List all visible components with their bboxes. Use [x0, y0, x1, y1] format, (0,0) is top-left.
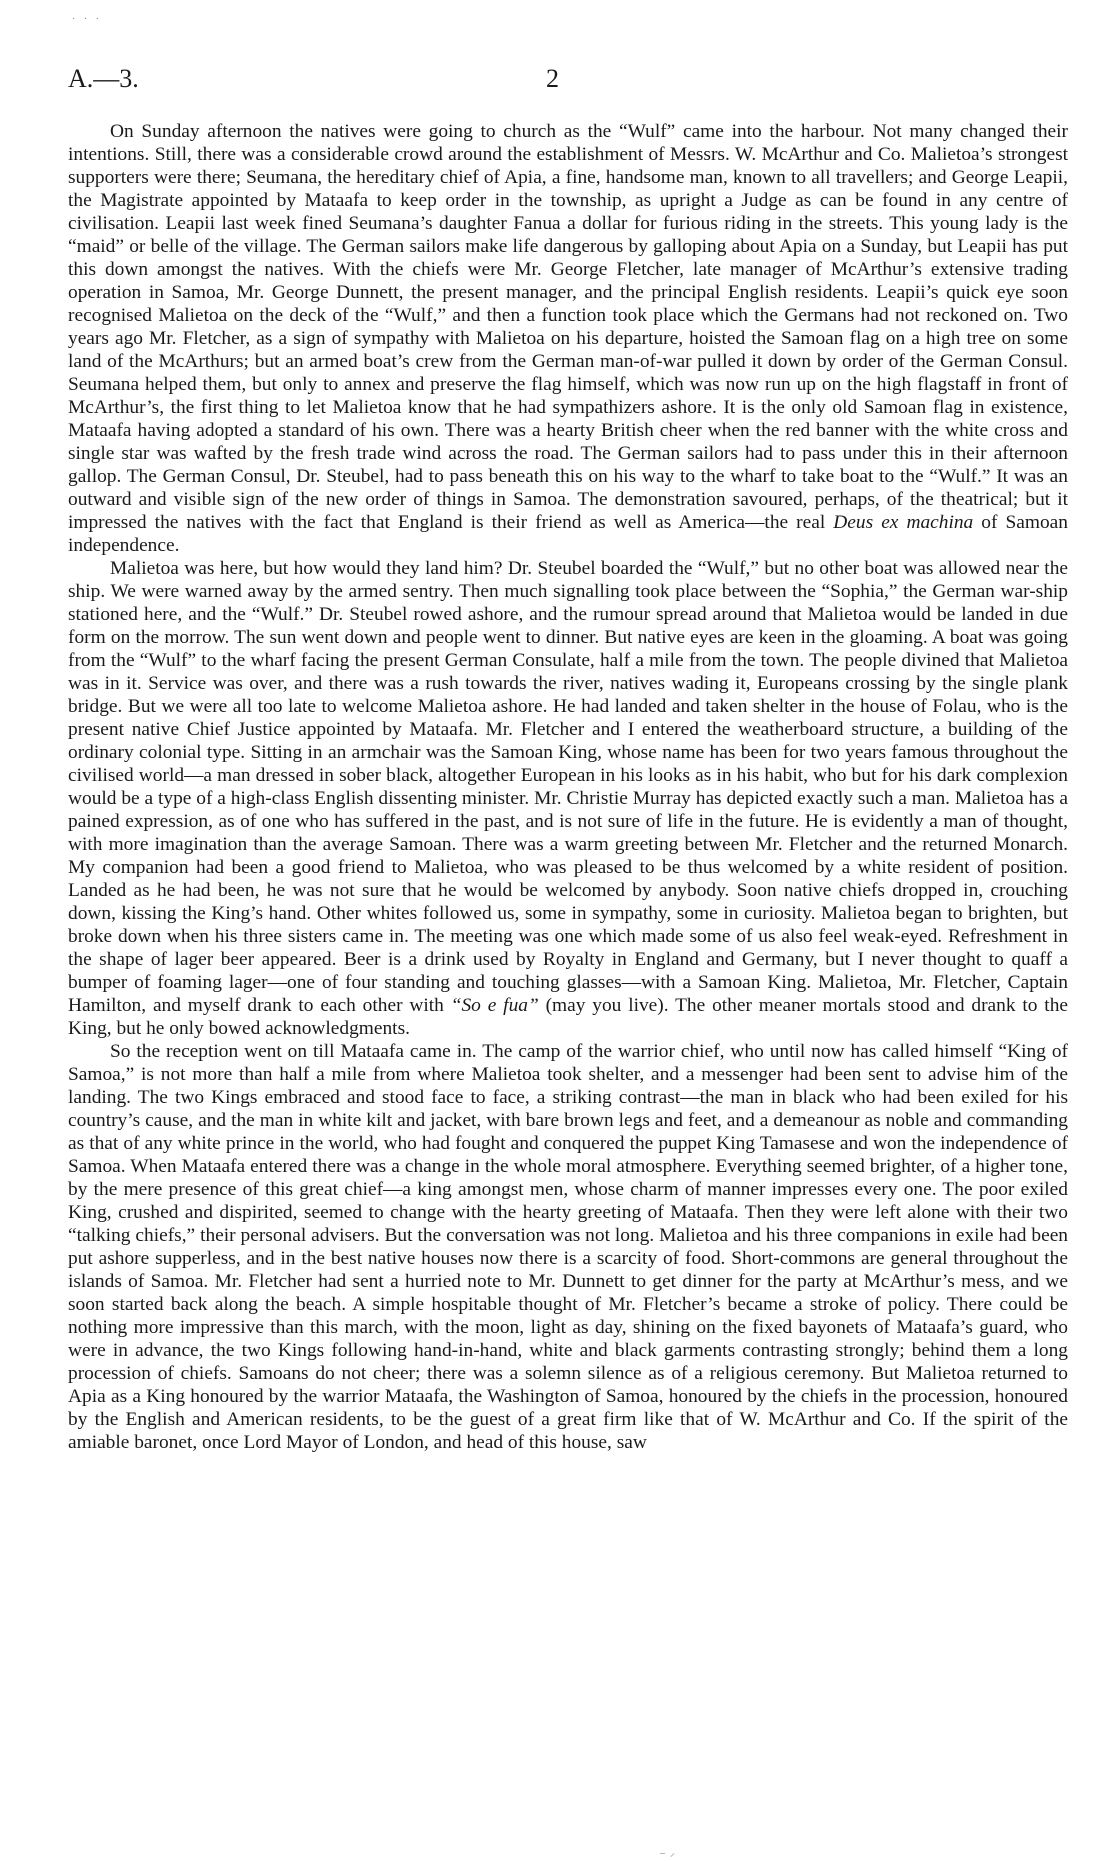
- scan-speck: · · ·: [72, 14, 102, 25]
- article-body: [68, 120, 1068, 1454]
- paragraph-3: So the reception went on till Mataafa came in. The camp of the warrior chief, who until now has called himself “King of Samoa,” is not more than half a mile from where Malietoa took shelter, and a messenger had been sent to advise him of the landing. The two Kings embraced and stood face to face, a striking contrast—the man in black who had been exiled for his country’s cause, and the man in white kilt and jacket, with bare brown legs and feet, and a demeanour as noble and commanding as that of any white prince in the world, who had fought and conquered the puppet King Tamasese and won the independence of Samoa. When Mataafa entered there was a change in the whole moral atmosphere. Everything seemed brighter, of a higher tone, by the mere presence of this great chief—a king amongst men, whose charm of manner impresses every one. The poor exiled King, crushed and dispirited, seemed to change with the hearty greeting of Mataafa. Then they were left alone with their two “talking chiefs,” their personal advisers. But the conversation was not long. Malietoa and his three companions in exile had been put ashore supperless, and in the best native houses now there is a scarcity of food. Short-commons are general throughout the islands of Samoa. Mr. Fletcher had sent a hurried note to Mr. Dunnett to get dinner for the party at McArthur’s mess, and we soon started back along the beach. A simple hospitable thought of Mr. Fletcher’s became a stroke of policy. There could be nothing more impressive than this march, with the moon, light as day, shining on the fixed bayonets of Mataafa’s guard, who were in advance, the two Kings following hand-in-hand, white and black garments contrasting strongly; behind them a long procession of chiefs. Samoans do not cheer; there was a solemn silence as of a religious ceremony. But Malietoa returned to Apia as a King honoured by the warrior Mataafa, the Washington of Samoa, honoured by the chiefs in the procession, honoured by the English and American residents, to be the guest of a great firm like that of W. McArthur and Co. If the spirit of the amiable baronet, once Lord Mayor of London, and head of this house, saw: [68, 1041, 1068, 1453]
- page-number: 2: [546, 64, 559, 93]
- italic-phrase: Deus ex machina: [833, 512, 974, 533]
- paragraph-2: Malietoa was here, but how would they land him? Dr. Steubel boarded the “Wulf,” but no other boat was allowed near the ship. We were warned away by the armed sentry. Then much signalling took place between the “Sophia,” the German war-ship stationed here, and the “Wulf.” Dr. Steubel rowed ashore, and the rumour spread around that Malietoa would be landed in due form on the morrow. The sun went down and people went to dinner. But native eyes are keen in the gloaming. A boat was going from the “Wulf” to the wharf facing the present German Consulate, half a mile from the town. The people divined that Malietoa was in it. Service was over, and there was a rush towards the river, natives wading it, Europeans crossing by the single plank bridge. But we were all too late to welcome Malietoa ashore. He had landed and taken shelter in the house of Folau, who is the present native Chief Justice appointed by Mataafa. Mr. Fletcher and I entered the weatherboard structure, a building of the ordinary colonial type. Sitting in an armchair was the Samoan King, whose name has been for two years famous throughout the civilised world—a man dressed in sober black, altogether European in his looks as in his habit, who but for his dark complexion would be a type of a high-class English dissenting minister. Mr. Christie Murray has depicted exactly such a man. Malietoa has a pained expression, as of one who has suffered in the past, and is not sure of life in the future. He is evidently a man of thought, with more imagination than the average Samoan. There was a warm greeting between Mr. Fletcher and the returned Monarch. My companion had been a good friend to Malietoa, who was pleased to be thus welcomed by a white resident of position. Landed as he had been, he was not sure that he would be welcomed by anybody. Soon native chiefs dropped in, crouching down, kissing the King’s hand. Other whites followed us, some in sympathy, some in curiosity. Malietoa began to brighten, but broke down when his three sisters came in. The meeting was one which made some of us also feel weak-eyed. Refreshment in the shape of lager beer appeared. Beer is a drink used by Royalty in England and Germany, but I never thought to quaff a bumper of foaming lager—one of four standing and touching glasses—with a Samoan King. Malietoa, Mr. Fletcher, Captain Hamilton, and myself drank to each other with “So e fua” (may you live). The other meaner mortals stood and drank to the King, but he only bowed acknowledgments.: [68, 558, 1068, 1039]
- scan-mark: ‒ ⸝: [660, 1848, 675, 1859]
- document-reference: A.—3.: [68, 64, 139, 93]
- page-header: [68, 64, 1068, 104]
- paragraph-1: On Sunday afternoon the natives were going to church as the “Wulf” came into the harbour. Not many changed their intentions. Still, there was a considerable crowd around the establishment of Messrs. W. McArthur and Co. Malietoa’s strongest supporters were there; Seumana, the hereditary chief of Apia, a fine, handsome man, known to all travellers; and George Leapii, the Magistrate appointed by Mataafa to keep order in the township, as upright a Judge as can be found in any centre of civilisation. Leapii last week fined Seumana’s daughter Fanua a dollar for furious riding in the streets. This young lady is the “maid” or belle of the village. The German sailors make life dangerous by galloping about Apia on a Sunday, but Leapii has put this down amongst the natives. With the chiefs were Mr. George Fletcher, late manager of McArthur’s extensive trading operation in Samoa, Mr. George Dunnett, the present manager, and the principal English residents. Leapii’s quick eye soon recognised Malietoa on the deck of the “Wulf,” and then a function took place which the Germans had not reckoned on. Two years ago Mr. Fletcher, as a sign of sympathy with Malietoa on his departure, hoisted the Samoan flag on a high tree on some land of the McArthurs; but an armed boat’s crew from the German man-of-war pulled it down by order of the German Consul. Seumana helped them, but only to annex and preserve the flag himself, which was now run up on the high flagstaff in front of McArthur’s, the first thing to let Malietoa know that he had sympathizers ashore. It is the only old Samoan flag in existence, Mataafa having adopted a standard of his own. There was a hearty British cheer when the red banner with the white cross and single star was wafted by the fresh trade wind across the road. The German sailors had to pass under this in their afternoon gallop. The German Consul, Dr. Steubel, had to pass beneath this on his way to the wharf to take boat to the “Wulf.” It was an outward and visible sign of the new order of things in Samoa. The demonstration savoured, perhaps, of the theatrical; but it impressed the natives with the fact that England is their friend as well as America—the real Deus ex machina of Samoan independence.: [68, 121, 1068, 556]
- italic-phrase: “So e fua”: [450, 995, 539, 1016]
